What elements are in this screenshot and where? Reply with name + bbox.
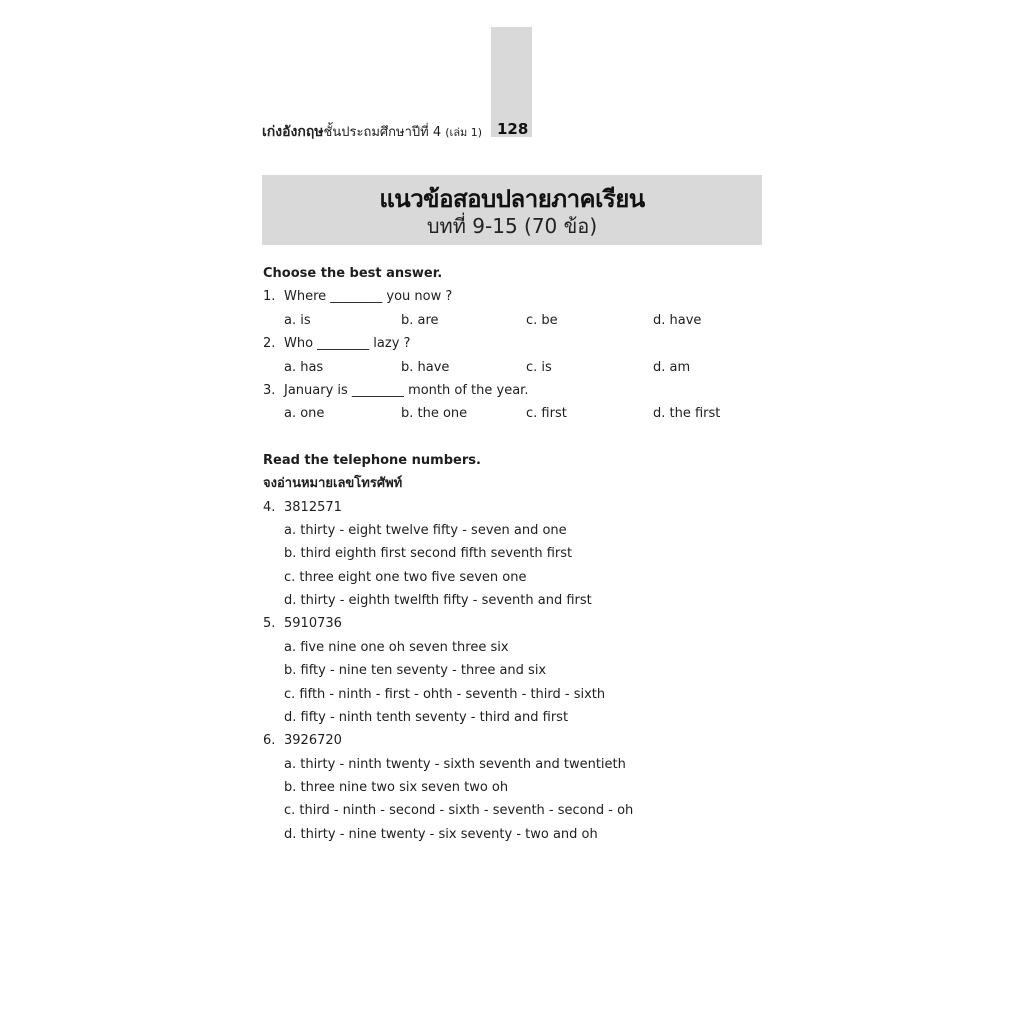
question-text: 5910736 xyxy=(284,616,342,631)
page-number: 128 xyxy=(497,120,529,138)
option: a. is xyxy=(284,313,311,328)
option: c. third - ninth - second - sixth - seventh - second - oh xyxy=(284,803,634,818)
section2-instruction: Read the telephone numbers. xyxy=(263,453,481,468)
option: d. the first xyxy=(653,406,721,421)
question-number: 4. xyxy=(263,500,276,515)
running-head-text: ชั้นประถมศึกษาปีที่ 4 xyxy=(323,125,442,140)
option: b. have xyxy=(401,360,450,375)
option: c. three eight one two five seven one xyxy=(284,570,527,585)
section1-instruction: Choose the best answer. xyxy=(263,266,443,281)
option: c. fifth - ninth - first - ohth - seventh - third - sixth xyxy=(284,687,606,702)
running-head xyxy=(262,121,482,143)
question-text: Where ________ you now ? xyxy=(284,289,453,304)
option: b. are xyxy=(401,313,439,328)
option: b. fifty - nine ten seventy - three and six xyxy=(284,663,547,678)
question-text: Who ________ lazy ? xyxy=(284,336,411,351)
option: b. three nine two six seven two oh xyxy=(284,780,509,795)
question-text: 3812571 xyxy=(284,500,342,515)
option: d. am xyxy=(653,360,691,375)
question-text: January is ________ month of the year. xyxy=(284,383,529,398)
question-number: 1. xyxy=(263,289,276,304)
option: b. the one xyxy=(401,406,468,421)
option: a. thirty - eight twelve fifty - seven and one xyxy=(284,523,567,538)
question-number: 6. xyxy=(263,733,276,748)
question-number: 5. xyxy=(263,616,276,631)
option: d. thirty - nine twenty - six seventy - two and oh xyxy=(284,827,598,842)
running-head-small: (เล่ม 1) xyxy=(445,126,483,139)
option: a. five nine one oh seven three six xyxy=(284,640,509,655)
question-text: 3926720 xyxy=(284,733,342,748)
option: c. be xyxy=(526,313,558,328)
option: a. has xyxy=(284,360,324,375)
title-main: แนวข้อสอบปลายภาคเรียน xyxy=(379,185,645,213)
option: c. first xyxy=(526,406,567,421)
option: d. have xyxy=(653,313,702,328)
option: a. one xyxy=(284,406,325,421)
running-head-bold: เก่งอังกฤษ xyxy=(262,124,324,140)
option: d. thirty - eighth twelfth fifty - seventh and first xyxy=(284,593,592,608)
section2-instruction-th: จงอ่านหมายเลขโทรศัพท์ xyxy=(263,476,403,491)
title-box xyxy=(262,175,762,245)
option: b. third eighth first second fifth seventh first xyxy=(284,546,573,561)
option: a. thirty - ninth twenty - sixth seventh and twentieth xyxy=(284,757,626,772)
option: c. is xyxy=(526,360,552,375)
option: d. fifty - ninth tenth seventy - third and first xyxy=(284,710,569,725)
question-number: 2. xyxy=(263,336,276,351)
question-number: 3. xyxy=(263,383,276,398)
title-sub: บทที่ 9-15 (70 ข้อ) xyxy=(426,214,598,238)
